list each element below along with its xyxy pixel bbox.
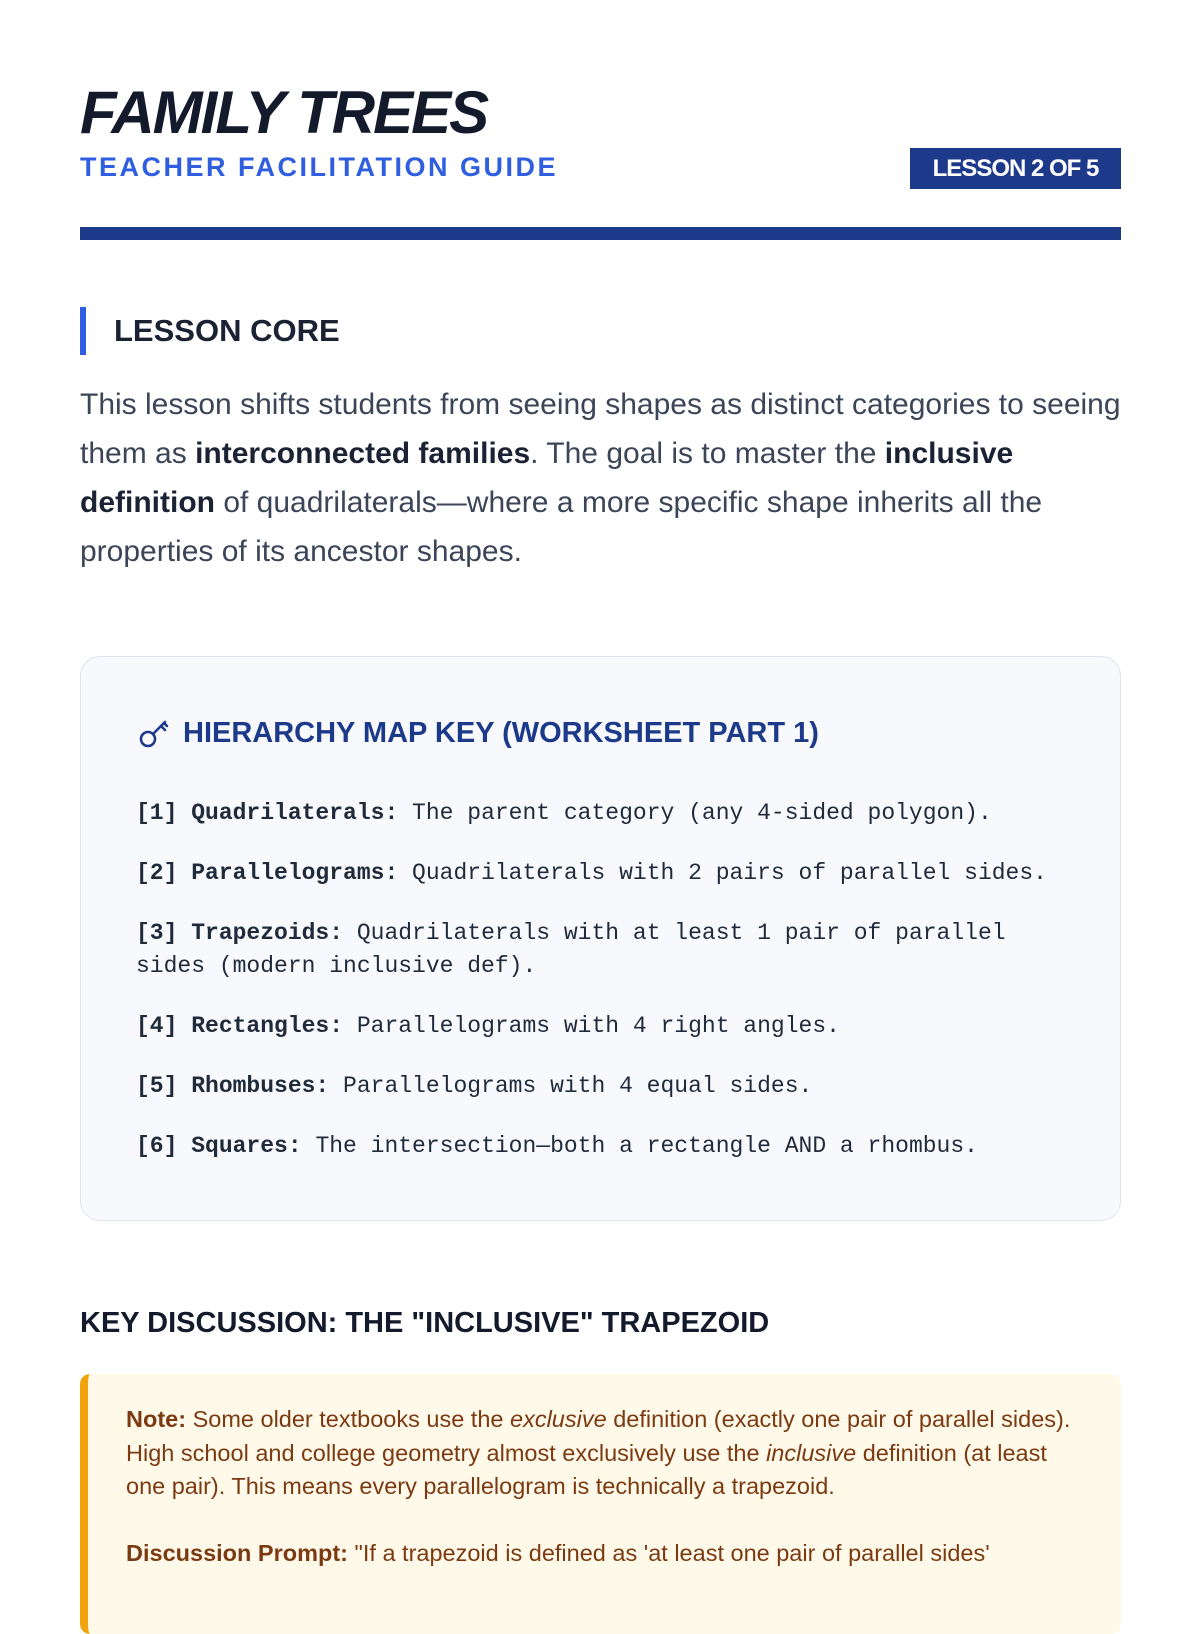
lesson-core-heading: LESSON CORE [80,307,340,355]
key-item-text: Quadrilaterals with at least 1 pair of parallel sides (modern inclusive def). [136,920,1006,979]
lesson-badge: LESSON 2 OF 5 [910,148,1121,189]
note-text-1: Some older textbooks use the [186,1406,511,1432]
prompt-text: "If a trapezoid is defined as 'at least one pair of parallel sides' [347,1539,990,1566]
note-text-3: definition (at least one pair). This means every parallelogram is technically a trapezoid. [126,1439,1047,1499]
key-item [136,1130,1076,1163]
key-item-text: Quadrilaterals with 2 pairs of parallel sides. [398,860,1047,886]
intro-text-2: . The goal is to master the [530,437,885,470]
note-paragraph [126,1403,1085,1504]
key-item [136,797,1076,830]
note-text-2: definition (exactly one pair of parallel sides). High school and college geometry almost exclusively use the [126,1406,1071,1466]
note-label: Note: [126,1406,187,1432]
key-item-text: The intersection—both a rectangle AND a rhombus. [301,1133,978,1159]
key-item-text: Parallelograms with 4 equal sides. [329,1073,813,1099]
intro-text-1: This lesson shifts students from seeing shapes as distinct categories to seeing them as [80,388,1121,470]
note-callout [80,1374,1121,1634]
key-item-label: [4] Rectangles: [136,1013,344,1039]
note-emphasis-exclusive: exclusive [510,1406,607,1432]
intro-text-3: of quadrilaterals—where a more specific shape inherits all the properties of its ancestor shapes. [80,486,1043,568]
page-subtitle: TEACHER FACILITATION GUIDE [80,152,558,182]
header-divider [80,227,1121,240]
key-item-label: [5] Rhombuses: [136,1073,330,1099]
prompt-label: Discussion Prompt: [126,1539,348,1566]
discussion-heading: KEY DISCUSSION: THE "INCLUSIVE" TRAPEZOID [80,1307,770,1339]
key-item [136,1070,1076,1103]
hierarchy-key-list [136,797,1076,1190]
key-item-label: [2] Parallelograms: [136,860,399,886]
key-item-label: [3] Trapezoids: [136,920,344,946]
key-item [136,1010,1076,1043]
hierarchy-key-heading [137,713,819,753]
note-spacer [126,1504,1085,1537]
hierarchy-key-title: HIERARCHY MAP KEY (WORKSHEET PART 1) [183,717,819,749]
intro-bold-2: inclusive definition [80,437,1014,519]
key-item [136,917,1076,983]
key-item-label: [1] Quadrilaterals: [136,800,399,826]
key-item-label: [6] Squares: [136,1133,302,1159]
key-item-text: The parent category (any 4-sided polygon). [398,800,992,826]
intro-bold-1: interconnected families [195,437,531,470]
hierarchy-key-box [80,656,1121,1221]
key-item-text: Parallelograms with 4 right angles. [343,1013,840,1039]
lesson-intro-paragraph [80,380,1121,576]
discussion-prompt [126,1537,1085,1571]
page-title: FAMILY TREES [80,79,488,146]
key-item [136,857,1076,890]
key-icon [137,716,171,750]
note-emphasis-inclusive: inclusive [766,1439,857,1466]
